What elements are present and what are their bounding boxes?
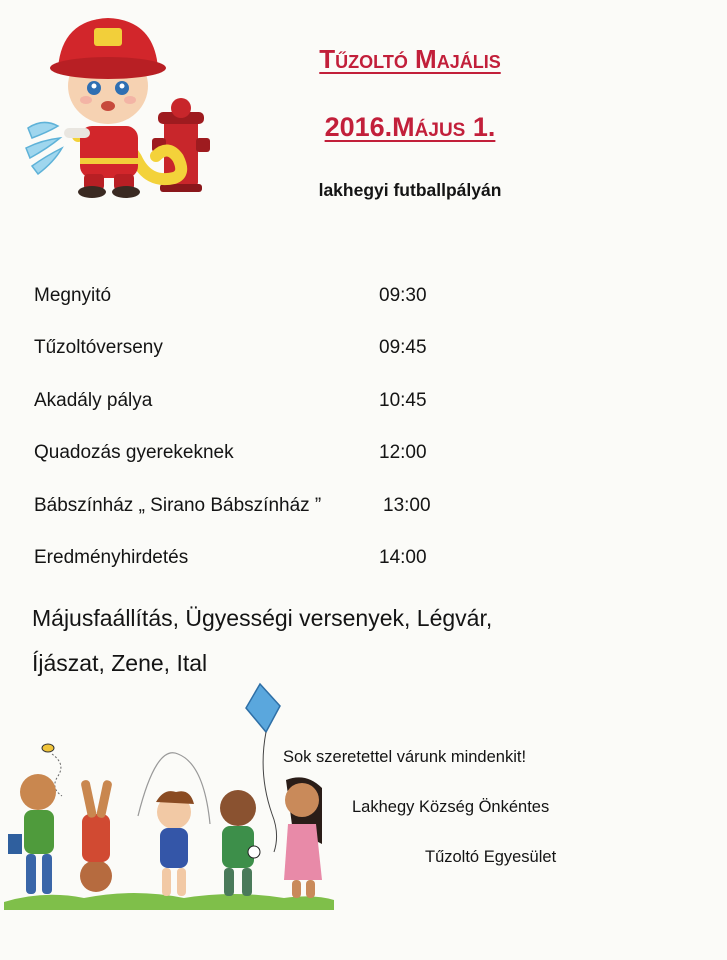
organizer-name-line-2: Tűzoltó Egyesület xyxy=(425,848,557,866)
extra-activities xyxy=(32,596,552,686)
schedule-event: Eredményhirdetés xyxy=(34,546,189,568)
schedule-time: 09:45 xyxy=(379,337,427,359)
schedule-time: 12:00 xyxy=(379,442,427,464)
firefighter-body xyxy=(64,126,140,198)
schedule-time: 09:30 xyxy=(379,285,427,306)
schedule-event: Quadozás gyerekeknek xyxy=(34,442,234,464)
event-date: 2016.Május 1. xyxy=(324,112,496,142)
schedule-row xyxy=(34,547,474,599)
schedule-row xyxy=(34,285,474,337)
kite-icon xyxy=(246,684,280,852)
program-schedule xyxy=(34,285,474,599)
closing-invitation: Sok szeretettel várunk mindenkit! xyxy=(283,748,527,766)
schedule-time: 10:45 xyxy=(379,389,427,411)
schedule-row xyxy=(34,495,474,547)
child-figure xyxy=(8,774,56,894)
schedule-row xyxy=(34,337,474,389)
schedule-row xyxy=(34,442,474,494)
extra-activities-line: Íjászat, Zene, Ital xyxy=(32,650,208,676)
child-figure xyxy=(80,779,113,892)
grass xyxy=(4,893,334,910)
schedule-time: 13:00 xyxy=(383,494,431,516)
child-figure xyxy=(220,790,260,896)
event-venue: lakhegyi futballpályán xyxy=(318,180,502,200)
schedule-event: Bábszínház „ Sirano Bábszínház ” xyxy=(34,494,322,516)
playing-children-illustration xyxy=(4,684,334,910)
schedule-time: 14:00 xyxy=(379,546,427,568)
child-figure xyxy=(284,777,322,898)
firefighter-helmet xyxy=(50,18,166,79)
schedule-row xyxy=(34,390,474,442)
schedule-event: Akadály pálya xyxy=(34,389,153,411)
child-figure xyxy=(138,753,210,896)
water-spray xyxy=(26,122,62,174)
extra-activities-line: Májusfaállítás, Ügyességi versenyek, Légvár, xyxy=(32,605,493,631)
firefighter-child-illustration xyxy=(18,8,208,198)
organizer-name-line-1: Lakhegy Község Önkéntes xyxy=(352,798,550,816)
event-title: Tűzoltó Majális xyxy=(319,44,501,74)
schedule-event: Megnyitó xyxy=(34,285,112,306)
schedule-event: Tűzoltóverseny xyxy=(34,337,163,359)
